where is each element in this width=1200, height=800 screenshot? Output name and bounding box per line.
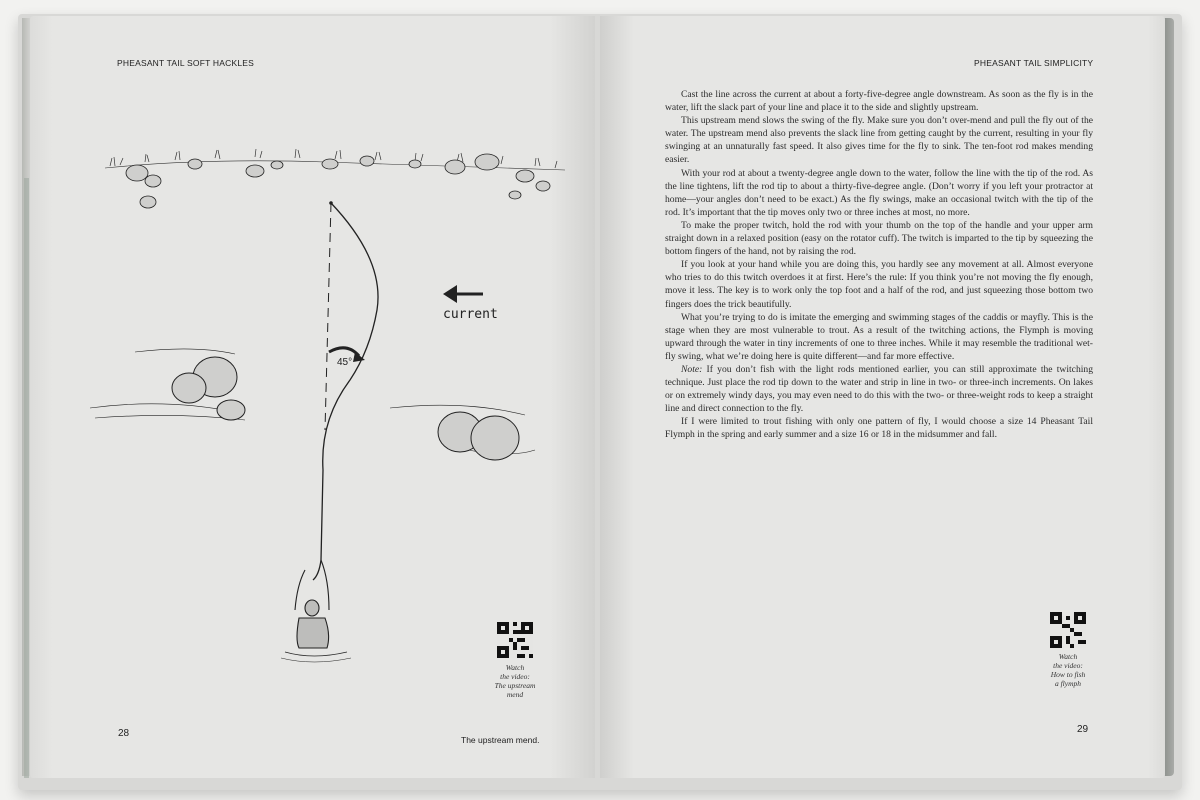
edge-strip: [24, 178, 29, 778]
upstream-mend-illustration: [85, 140, 575, 670]
figure-caption: The upstream mend.: [461, 735, 540, 745]
left-running-head: PHEASANT TAIL SOFT HACKLES: [117, 58, 254, 68]
qr-caption-left: Watch the video: The upstream mend: [494, 663, 536, 699]
left-page-number: 28: [118, 728, 130, 739]
right-page-edge: [1164, 18, 1174, 776]
paragraph: This upstream mend slows the swing of the fly. Make sure you don’t over-mend and pull the fly out of the water. The upstream mend also prevents the slack line from getting caught by the current, resulting in your fly swinging at an unnaturally fast speed. It also gives time for the fly to sink. The ten-foot rod makes mending easier.: [665, 115, 1093, 166]
right-running-head: PHEASANT TAIL SIMPLICITY: [974, 58, 1094, 68]
final-paragraph: If I were limited to trout fishing with only one pattern of fly, I would choose a size 14 Pheasant Tail Flymph in the spring and early summer and a size 16 or 18 in the midsummer and fall.: [665, 416, 1093, 441]
angle-label: 45°: [337, 357, 353, 368]
paragraph: To make the proper twitch, hold the rod with your thumb on the top of the handle and your upper arm straight down in a relaxed position (easy on the rotator cuff). The twitch is imparted to the tip by squeezing the bottom fingers of the hand, not by raising the rod.: [665, 219, 1093, 258]
fly-line: [313, 203, 378, 580]
paragraph: With your rod at about a twenty-degree angle down to the water, follow the line with the tip of the rod. As the line tightens, lift the rod tip to about a thirty-five-degree angle. (Don’t worry if you left your protractor at home—your angles don’t need to be exact.) As the fly swings, make an occasional twitch with the tip of the rod. It’s important that the tip moves only two or three inches at most, no more.: [665, 167, 1093, 218]
note-label: Note:: [681, 363, 703, 375]
note-text: If you don’t fish with the light rods mentioned earlier, you can still approximate the twitching technique. Just place the rod tip down to the water and strip in line in two- or three-inch increments. On lakes or on extremely windy days, you may even need to do this with the two- or three-weight rods to keep a straight line and direct connection to the fly.: [665, 363, 1093, 415]
paragraph: If you look at your hand while you are doing this, you hardly see any movement at all. Almost everyone who tries to do this twitch overdoes it at first. Here’s the rule: If you think you’re not moving the fly enough, move it less. The key is to work only the top foot and a half of the rod, and just squeezing those bottom two fingers does the trick beautifully.: [665, 259, 1093, 310]
river-bank: [105, 149, 565, 208]
right-rock-group: [390, 405, 535, 460]
current-arrowhead: [443, 285, 457, 303]
note-paragraph: [665, 363, 1093, 415]
rod-position-dashed-line: [325, 203, 331, 430]
body-text: [665, 88, 1093, 442]
current-label: current: [443, 307, 498, 322]
qr-code-right[interactable]: [1050, 612, 1086, 648]
fly-point: [329, 201, 333, 205]
left-rock-group: [90, 349, 245, 420]
paragraph: What you’re trying to do is imitate the emerging and swimming stages of the caddis or mayfly. This is the stage when they are most vulnerable to trout. As a result of the twitching actions, the Flymph is moving upward through the water in tiny increments of one to three inches. While it may resemble the traditional wet-fly swing, what we’re doing here is quite different—and far more effective.: [665, 311, 1093, 362]
qr-code-left[interactable]: [497, 622, 533, 658]
qr-caption-right: Watch the video: How to fish a flymph: [1050, 652, 1086, 688]
paragraph: Cast the line across the current at about a forty-five-degree angle downstream. As soon as the fly is in the water, lift the slack part of your line and place it to the side and slightly upstream.: [665, 89, 1093, 114]
right-page-number: 29: [1077, 724, 1089, 735]
